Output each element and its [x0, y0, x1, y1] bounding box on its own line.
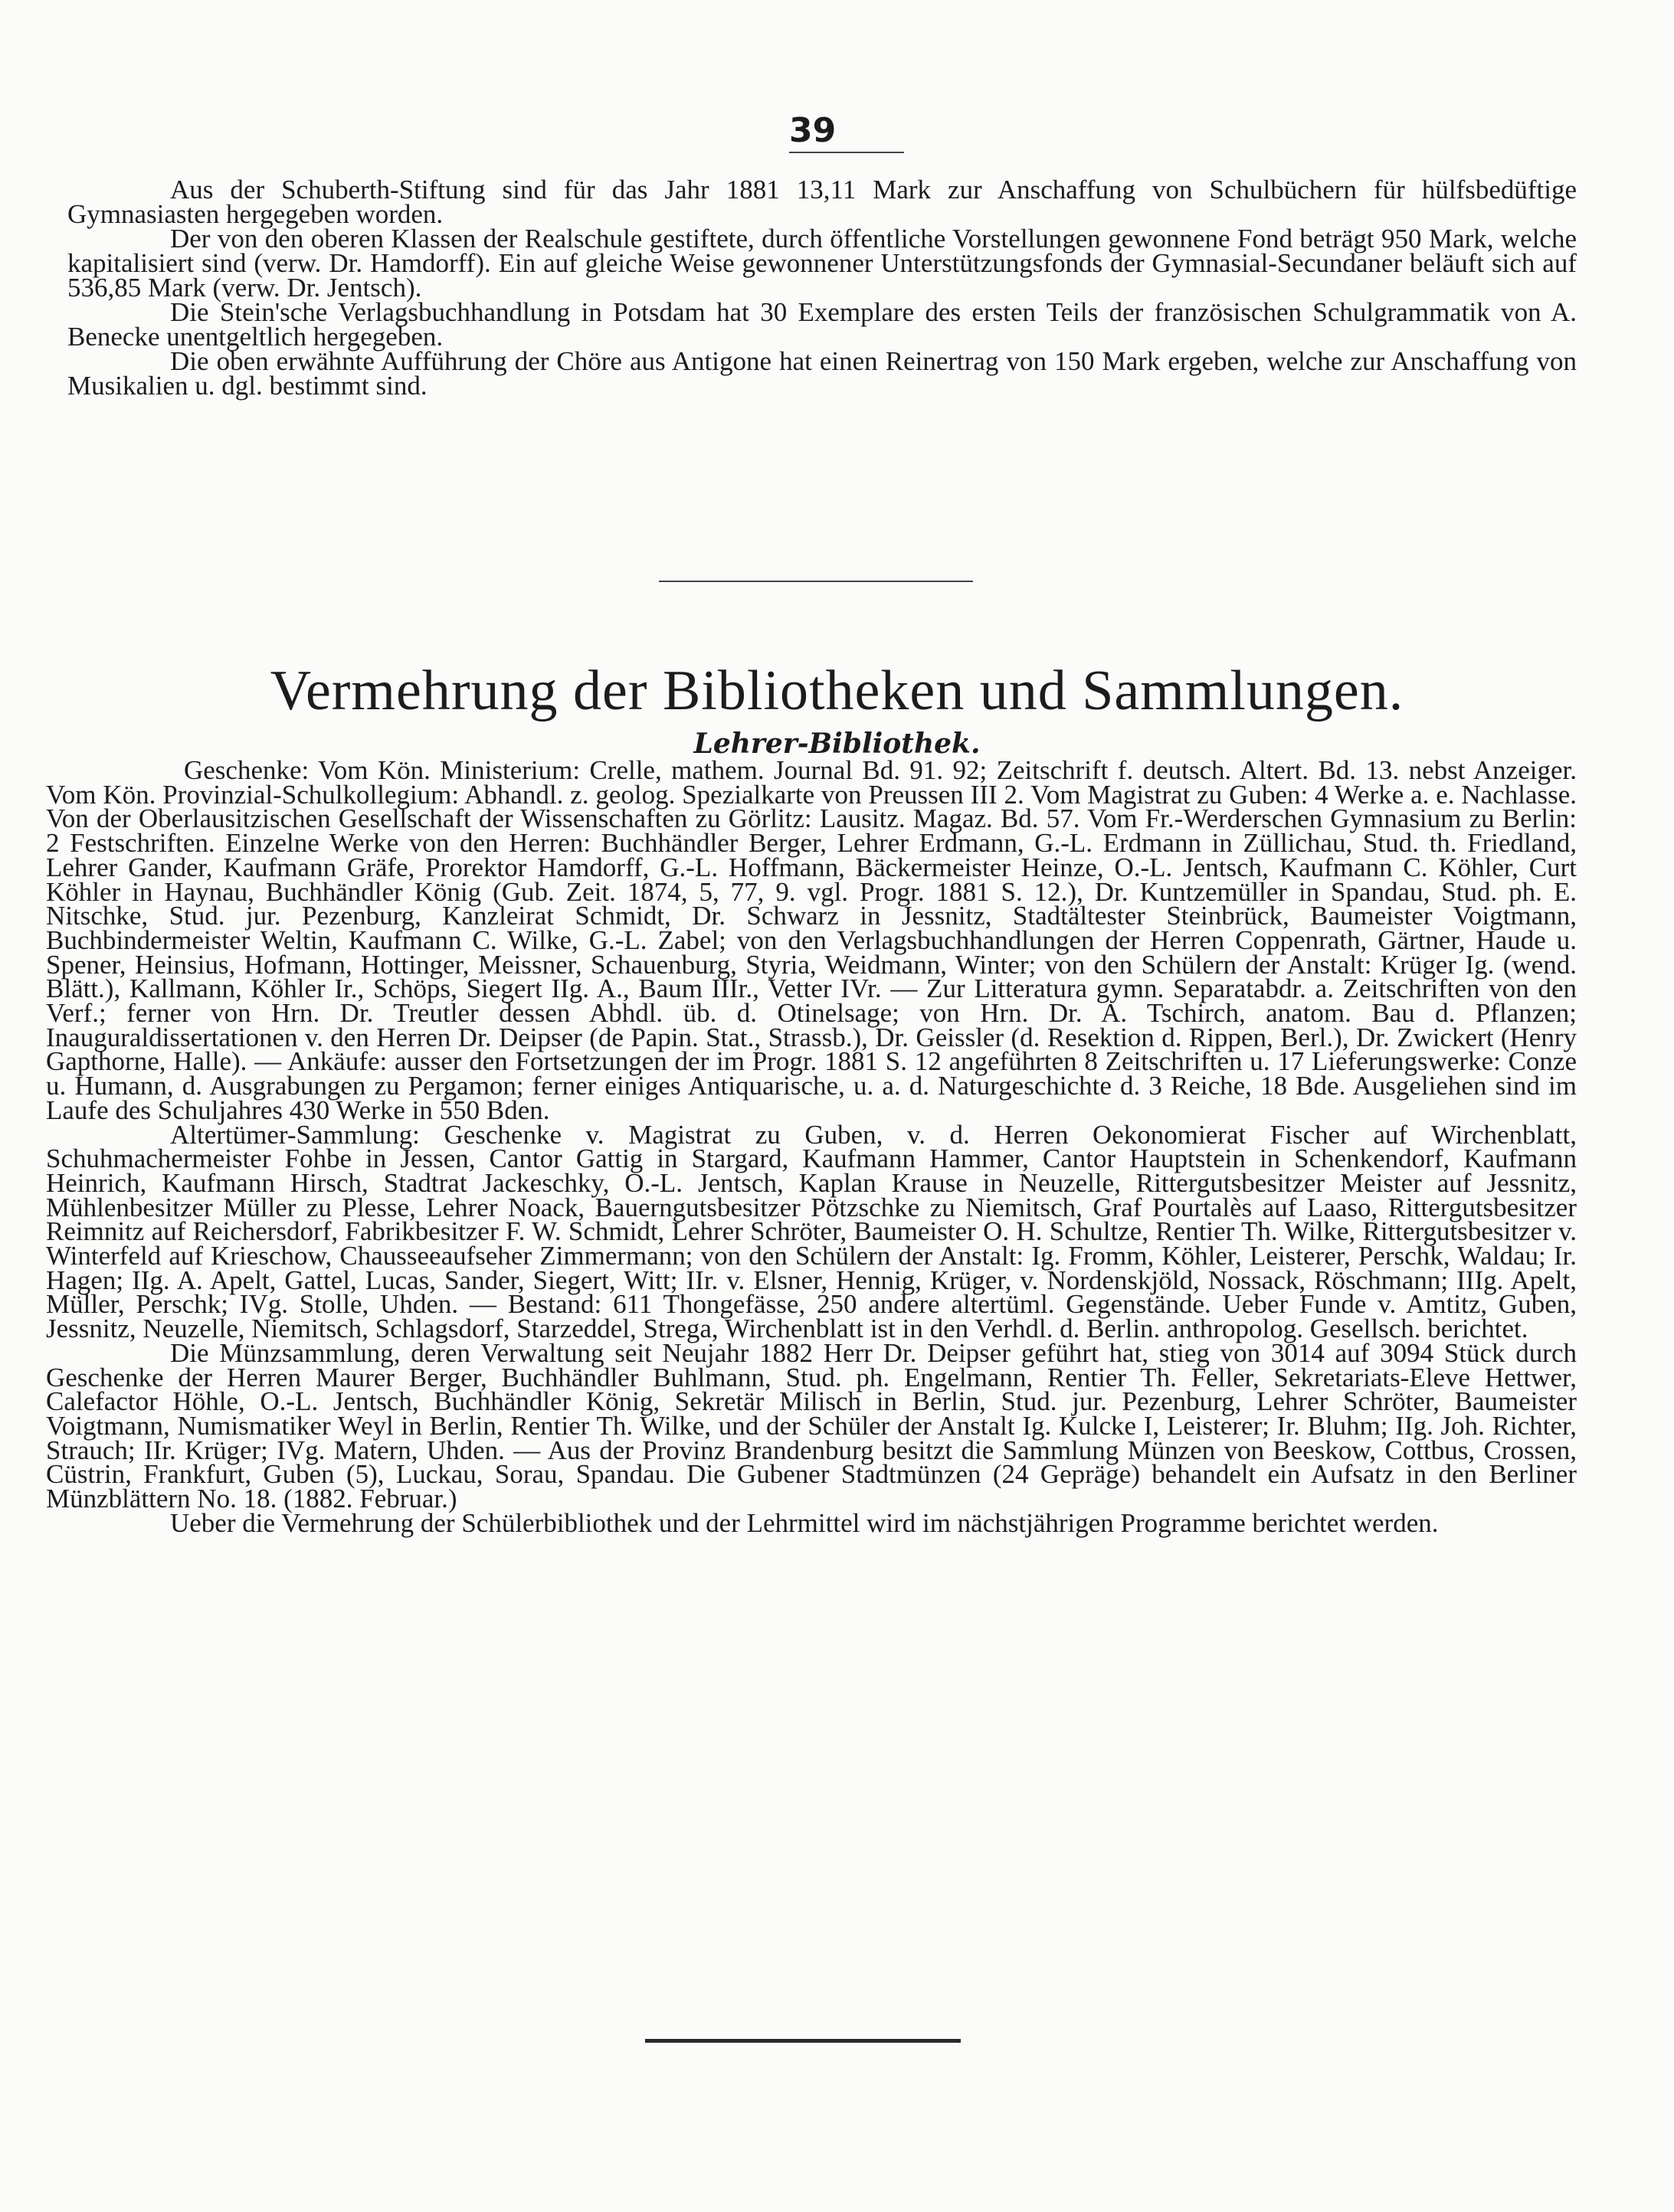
- section-title: Vermehrung der Bibliotheken und Sammlungen.: [270, 659, 1404, 722]
- section-text-block: [46, 755, 1577, 1538]
- paragraph-schuberth-stiftung: Aus der Schuberth-Stiftung sind für das Jahr 1881 13,11 Mark zur Anschaffung von Schulbüchern für hülfsbedüftige Gymnasiasten hergegeben worden.: [67, 175, 1577, 229]
- page-number: 39: [789, 111, 837, 150]
- intro-text-block: [67, 175, 1577, 401]
- section-divider: [659, 581, 973, 582]
- paragraph-realschule-fond: Der von den oberen Klassen der Realschule gestiftete, durch öffentliche Vorstellungen gewonnene Fond beträgt 950 Mark, welche kapitalisiert sind (verw. Dr. Hamdorff). Ein auf gleiche Weise gewonnener Unterstützungsfonds der Gymnasial-Secundaner beläuft sich auf 536,85 Mark (verw. Dr. Jentsch).: [67, 224, 1577, 303]
- paragraph-antigone: Die oben erwähnte Aufführung der Chöre aus Antigone hat einen Reinertrag von 150 Mark ergeben, welche zur Anschaffung von Musikalien u. dgl. bestimmt sind.: [67, 346, 1577, 401]
- paragraph-altertuemer: Altertümer-Sammlung: Geschenke v. Magistrat zu Guben, v. d. Herren Oekonomierat Fischer auf Wirchenblatt, Schuhmachermeister Fohbe in Jessen, Cantor Gattig in Stargard, Kaufmann Hammer, Cantor Hauptstein in Schenkendorf, Kaufmann Heinrich, Kaufmann Hirsch, Stadtrat Jackeschky, O.-L. Jentsch, Kaplan Krause in Neuzelle, Rittergutsbesitzer Meister auf Jessnitz, Mühlenbesitzer Müller zu Plesse, Lehrer Noack, Bauerngutsbesitzer Pötzschke zu Niemitsch, Graf Pourtalès auf Laaso, Rittergutsbesitzer Reimnitz auf Reichersdorf, Fabrikbesitzer F. W. Schmidt, Lehrer Schröter, Baumeister O. H. Schultze, Rentier Th. Wilke, Rittergutsbesitzer v. Winterfeld auf Krieschow, Chausseeaufseher Zimmermann; von den Schülern der Anstalt: Ig. Fromm, Köhler, Leisterer, Perschk, Waldau; Ir. Hagen; IIg. A. Apelt, Gattel, Lucas, Sander, Siegert, Witt; IIr. v. Elsner, Hennig, Krüger, v. Nordenskjöld, Nossack, Röschmann; IIIg. Apelt, Müller, Perschk; IVg. Stolle, Uhden. — Bestand: 611 Thongefässe, 250 andere altertüml. Gegenstände. Ueber Funde v. Amtitz, Guben, Jessnitz, Neuzelle, Niemitsch, Schlagsdorf, Starzeddel, Strega, Wirchenblatt ist in den Verhdl. d. Berlin. anthropolog. Gesellsch. berichtet.: [46, 1119, 1577, 1344]
- section-subtitle: Lehrer-Bibliothek.: [693, 728, 981, 760]
- paragraph-muenzsammlung: Die Münzsammlung, deren Verwaltung seit Neujahr 1882 Herr Dr. Deipser geführt hat, stieg von 3014 auf 3094 Stück durch Geschenke der Herren Maurer Berger, Buchhändler Buhlmann, Stud. ph. Engelmann, Rentier Th. Feller, Sekretariats-Eleve Hettwer, Calefactor Höhle, O.-L. Jentsch, Buchhändler König, Sekretär Milisch in Berlin, Stud. jur. Pezenburg, Lehrer Schröter, Baumeister Voigtmann, Numismatiker Weyl in Berlin, Rentier Th. Wilke, und der Schüler der Anstalt Ig. Kulcke I, Leisterer; Ir. Bluhm; IIg. Joh. Richter, Strauch; IIr. Krüger; IVg. Matern, Uhden. — Aus der Provinz Brandenburg besitzt die Sammlung Münzen von Beeskow, Cottbus, Crossen, Cüstrin, Frankfurt, Guben (5), Luckau, Sorau, Spandau. Die Gubener Stadtmünzen (24 Gepräge) behandelt ein Aufsatz in den Berliner Münzblättern No. 18. (1882. Februar.): [46, 1337, 1577, 1514]
- paragraph-geschenke: Geschenke: Vom Kön. Ministerium: Crelle, mathem. Journal Bd. 91. 92; Zeitschrift f. deutsch. Altert. Bd. 13. nebst Anzeiger. Vom Kön. Provinzial-Schulkollegium: Abhandl. z. geolog. Spezialkarte von Preussen III 2. Vom Magistrat zu Guben: 4 Werke a. e. Nachlasse. Von der Oberlausitzischen Gesellschaft der Wissenschaften zu Görlitz: Lausitz. Magaz. Bd. 57. Vom Fr.-Werderschen Gymnasium zu Berlin: 2 Festschriften. Einzelne Werke von den Herren: Buchhändler Berger, Lehrer Erdmann, G.-L. Erdmann in Züllichau, Stud. th. Friedland, Lehrer Gander, Kaufmann Gräfe, Prorektor Hamdorff, G.-L. Hoffmann, Bäckermeister Heinze, O.-L. Jentsch, Kaufmann C. Köhler, Curt Köhler in Haynau, Buchhändler König (Gub. Zeit. 1874, 5, 77, 9. vgl. Progr. 1881 S. 12.), Dr. Kuntzemüller in Spandau, Stud. ph. E. Nitschke, Stud. jur. Pezenburg, Kanzleirat Schmidt, Dr. Schwarz in Jessnitz, Stadtältester Steinbrück, Baumeister Voigtmann, Buchbindermeister Weltin, Kaufmann C. Wilke, G.-L. Zabel; von den Verlagsbuchhandlungen der Herren Coppenrath, Gärtner, Haude u. Spener, Heinsius, Hofmann, Hottinger, Meissner, Schauenburg, Styria, Weidmann, Winter; von den Schülern der Anstalt: Krüger Ig. (wend. Blätt.), Kallmann, Köhler Ir., Schöps, Siegert IIg. A., Baum IIIr., Vetter IVr. — Zur Litteratura gymn. Separatabdr. a. Zeitschriften von den Verf.; ferner von Hrn. Dr. Treutler dessen Abhdl. üb. d. Otinelsage; von Hrn. Dr. A. Tschirch, anatom. Bau d. Pflanzen; Inauguraldissertationen v. den Herren Dr. Deipser (de Papin. Stat., Strassb.), Dr. Geissler (d. Resektion d. Rippen, Berl.), Dr. Zwickert (Henry Gapthorne, Halle). — Ankäufe: ausser den Fortsetzungen der im Progr. 1881 S. 12 angeführten 8 Zeitschriften u. 17 Lieferungswerke: Conze u. Humann, d. Ausgrabungen zu Pergamon; ferner einiges Antiquarische, u. a. d. Naturgeschichte d. 3 Reiche, 18 Bde. Ausgeliehen sind im Laufe des Schuljahres 430 Werke in 550 Bden.: [46, 755, 1577, 1125]
- page-number-rule: [789, 152, 904, 153]
- paragraph-stein-verlag: Die Stein'sche Verlagsbuchhandlung in Potsdam hat 30 Exemplare des ersten Teils der französischen Schulgrammatik von A. Benecke unentgeltlich hergegeben.: [67, 297, 1577, 352]
- end-rule: [645, 2039, 961, 2043]
- paragraph-schuelerbibliothek: Ueber die Vermehrung der Schülerbibliothek und der Lehrmittel wird im nächstjährigen Programme berichtet werden.: [170, 1507, 1439, 1538]
